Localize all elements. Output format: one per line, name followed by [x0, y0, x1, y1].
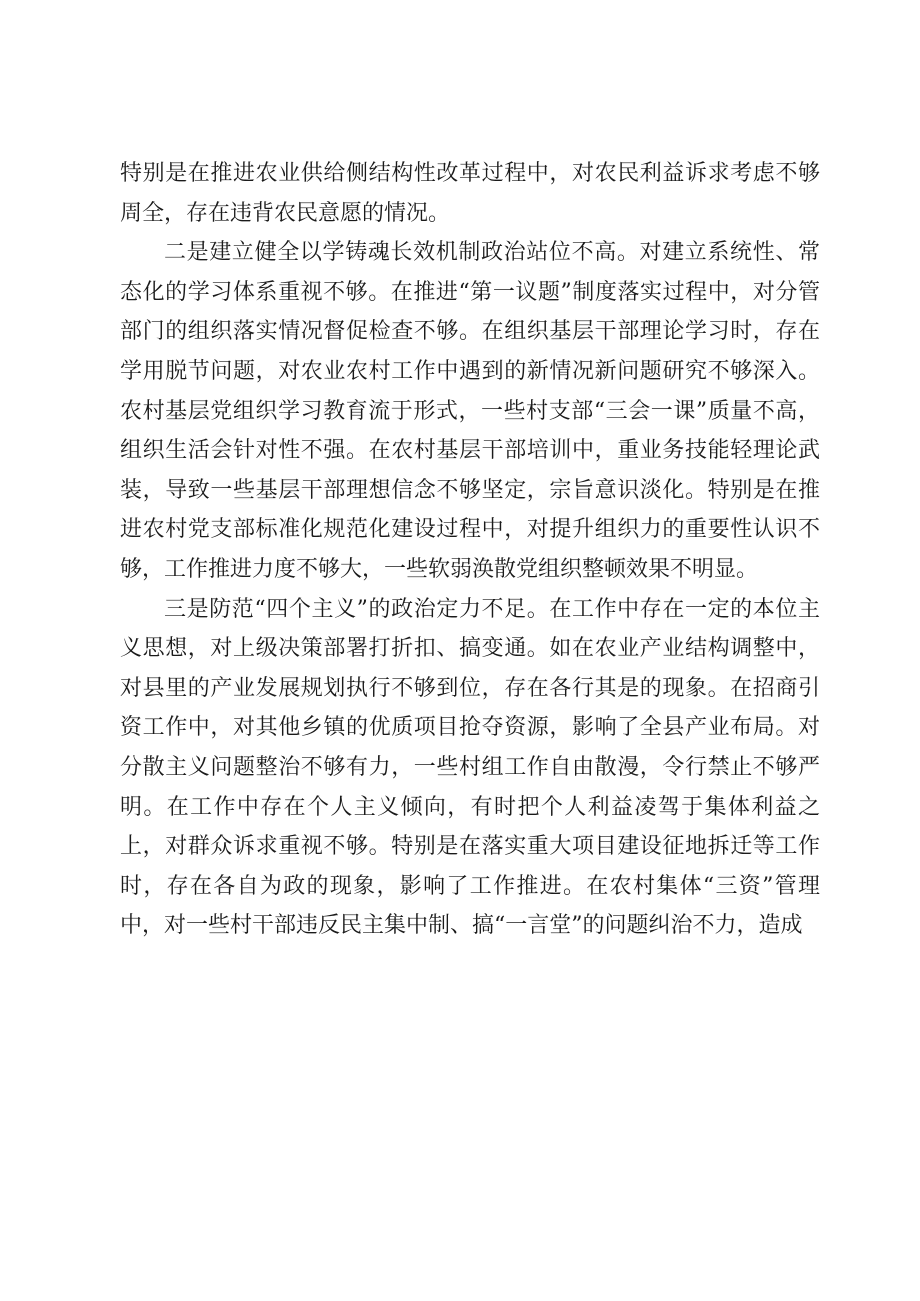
- paragraph-point-two: 二是建立健全以学铸魂长效机制政治站位不高。对建立系统性、常态化的学习体系重视不够。在推进“第一议题”制度落实过程中，对分管部门的组织落实情况督促检查不够。在组织基层干部理论学习时，存在学用脱节问题，对农业农村工作中遇到的新情况新问题研究不够深入。农村基层党组织学习教育流于形式，一些村支部“三会一课”质量不高，组织生活会针对性不强。在农村基层干部培训中，重业务技能轻理论武装，导致一些基层干部理想信念不够坚定，宗旨意识淡化。特别是在推进农村党支部标准化规范化建设过程中，对提升组织力的重要性认识不够，工作推进力度不够大，一些软弱涣散党组织整顿效果不明显。: [120, 240, 820, 582]
- document-body: [120, 154, 820, 946]
- paragraph-continuation: 特别是在推进农业供给侧结构性改革过程中，对农民利益诉求考虑不够周全，存在违背农民意愿的情况。: [120, 161, 820, 226]
- paragraph-point-three: 三是防范“四个主义”的政治定力不足。在工作中存在一定的本位主义思想，对上级决策部署打折扣、搞变通。如在农业产业结构调整中，对县里的产业发展规划执行不够到位，存在各行其是的现象。在招商引资工作中，对其他乡镇的优质项目抢夺资源，影响了全县产业布局。对分散主义问题整治不够有力，一些村组工作自由散漫，令行禁止不够严明。在工作中存在个人主义倾向，有时把个人利益凌驾于集体利益之上，对群众诉求重视不够。特别是在落实重大项目建设征地拆迁等工作时，存在各自为政的现象，影响了工作推进。在农村集体“三资”管理中，对一些村干部违反民主集中制、搞“一言堂”的问题纠治不力，造成: [120, 596, 820, 939]
